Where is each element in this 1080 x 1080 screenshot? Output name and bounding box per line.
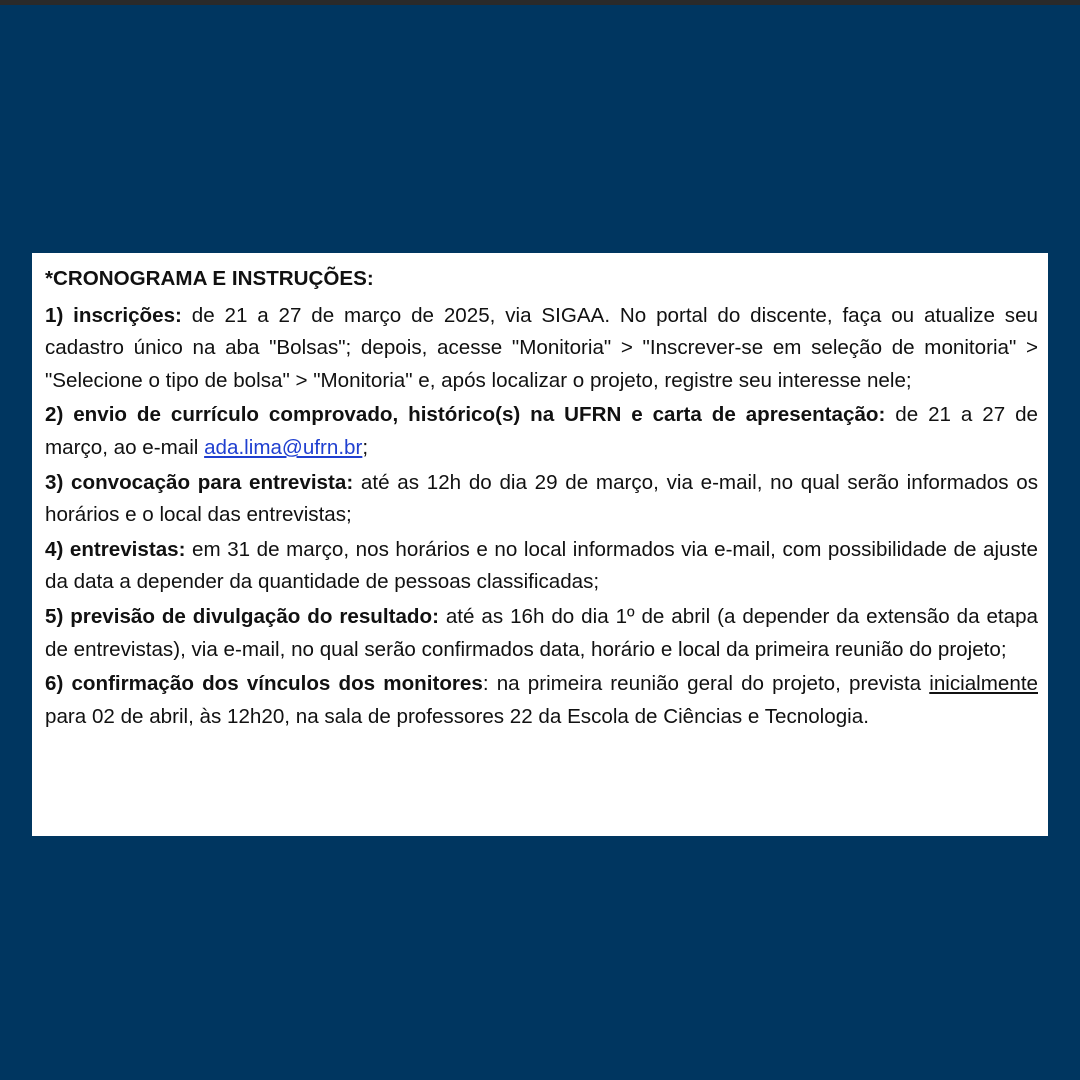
item-4-text: em 31 de março, nos horários e no local informados via e-mail, com possibilidade de ajuste da data a depender da quantidade de pessoas classificadas; — [45, 537, 1038, 594]
item-4-label: 4) entrevistas: — [45, 537, 186, 561]
item-1-label: 1) inscrições: — [45, 303, 182, 327]
email-link[interactable]: ada.lima@ufrn.br — [204, 435, 363, 459]
item-5-label: 5) previsão de divulgação do resultado: — [45, 604, 439, 628]
item-6-underlined-word: inicialmente — [929, 672, 1038, 696]
schedule-item-4 — [45, 534, 1038, 599]
item-3-text: até as 12h do dia 29 de março, via e-mail, no qual serão informados os horários e o local das entrevistas; — [45, 470, 1039, 527]
item-6-text: : na primeira reunião geral do projeto, prevista — [482, 672, 930, 696]
item-2-label: 2) envio de currículo comprovado, histórico(s) na UFRN e carta de apresentação: — [45, 403, 886, 427]
item-1-text: de 21 a 27 de março de 2025, via SIGAA. No portal do discente, faça ou atualize seu cadastro único na aba "Bolsas"; depois, acesse "Monitoria" > "Inscrever-se em seleção de monitoria" > "Selecione o tipo de bolsa" > "Monitoria" e, após localizar o projeto, registre seu interesse nele; — [45, 303, 1038, 392]
schedule-panel — [32, 253, 1048, 836]
schedule-heading: *CRONOGRAMA E INSTRUÇÕES: — [45, 267, 374, 290]
item-2-text-after: ; — [362, 435, 369, 459]
schedule-item-6 — [45, 668, 1038, 733]
item-5-text: até as 16h do dia 1º de abril (a depender da extensão da etapa de entrevistas), via e-mail, no qual serão confirmados data, horário e local da primeira reunião do projeto; — [45, 604, 1038, 661]
item-2-text: de 21 a 27 de março, ao e-mail — [45, 403, 1038, 459]
schedule-item-5 — [45, 601, 1038, 666]
top-bar — [0, 0, 1080, 5]
item-6-text-after: para 02 de abril, às 12h20, na sala de professores 22 da Escola de Ciências e Tecnologia. — [45, 704, 869, 728]
item-3-label: 3) convocação para entrevista: — [45, 470, 354, 494]
schedule-item-1 — [45, 300, 1038, 398]
schedule-item-2 — [45, 399, 1038, 464]
item-6-label: 6) confirmação dos vínculos dos monitores — [45, 672, 483, 696]
schedule-item-3 — [45, 467, 1038, 532]
